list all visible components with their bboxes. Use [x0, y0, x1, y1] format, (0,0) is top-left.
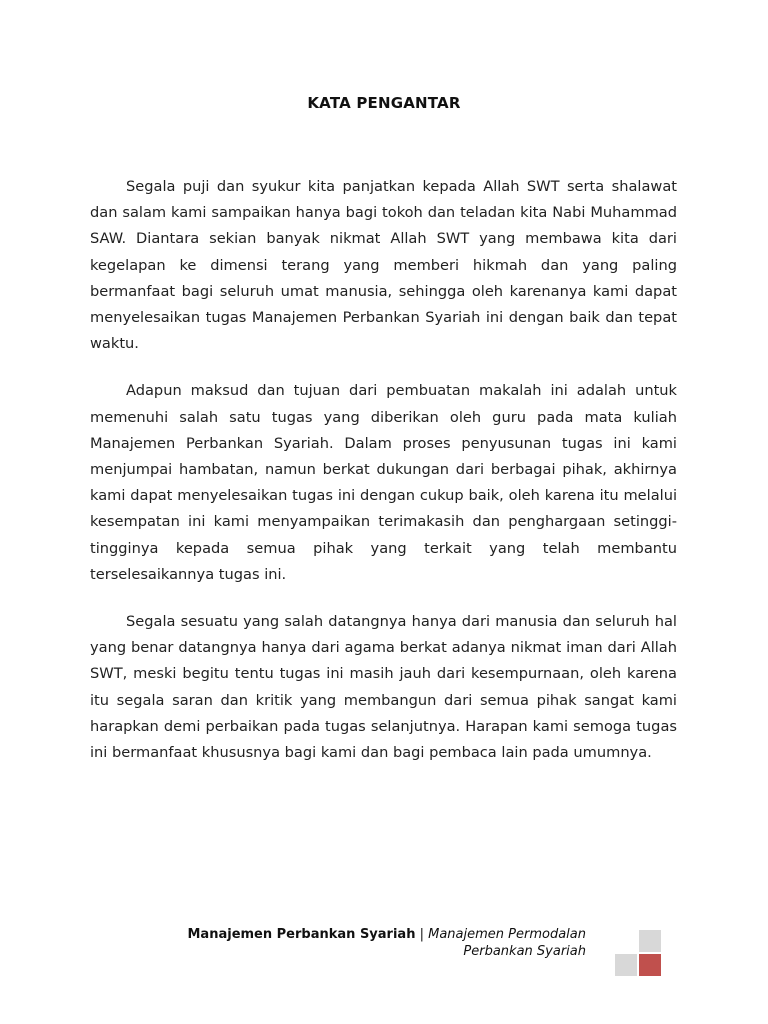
page-title: KATA PENGANTAR	[307, 94, 461, 112]
paragraph-2: Adapun maksud dan tujuan dari pembuatan makalah ini adalah untuk memenuhi salah satu tugas yang diberikan oleh guru pada mata kuliah Manajemen Perbankan Syariah. Dalam proses penyusunan tugas ini kami menjumpai hambatan, namun berkat dukungan dari berbagai pihak, akhirnya kami dapat menyelesaikan tugas ini dengan cukup baik, oleh karena itu melalui kesempatan ini kami menyampaikan terimakasih dan penghargaan setinggi-tingginya kepada semua pihak yang terkait yang telah membantu terselesaikannya tugas ini.	[90, 382, 677, 583]
footer-subtitle-2: Perbankan Syariah	[463, 944, 586, 959]
footer-separator: |	[419, 927, 424, 942]
paragraph-3: Segala sesuatu yang salah datangnya hanya dari manusia dan seluruh hal yang benar datangnya hanya dari agama berkat adanya nikmat iman dari Allah SWT, meski begitu tentu tugas ini masih jauh dari kesempurnaan, oleh karena itu segala saran dan kritik yang membangun dari semua pihak sangat kami harapkan demi perbaikan pada tugas selanjutnya. Harapan kami semoga tugas ini bermanfaat khususnya bagi kami dan bagi pembaca lain pada umumnya.	[90, 613, 677, 762]
paragraph-1: Segala puji dan syukur kita panjatkan kepada Allah SWT serta shalawat dan salam kami sampaikan hanya bagi tokoh dan teladan kita Nabi Muhammad SAW. Diantara sekian banyak nikmat Allah SWT yang membawa kita dari kegelapan ke dimensi terang yang memberi hikmah dan yang paling bermanfaat bagi seluruh umat manusia, sehingga oleh karenanya kami dapat menyelesaikan tugas Manajemen Perbankan Syariah ini dengan baik dan tepat waktu.	[90, 178, 677, 353]
footer-decoration-squares-icon	[615, 930, 661, 976]
deco-square-top-left	[615, 930, 637, 952]
deco-square-bottom-right-accent	[639, 954, 661, 976]
document-body	[90, 174, 677, 787]
deco-square-bottom-left	[615, 954, 637, 976]
footer-line-1	[126, 926, 586, 943]
page-footer	[126, 926, 586, 960]
footer-main-title: Manajemen Perbankan Syariah	[187, 927, 416, 942]
deco-square-top-right	[639, 930, 661, 952]
footer-subtitle-1: Manajemen Permodalan	[428, 927, 586, 942]
